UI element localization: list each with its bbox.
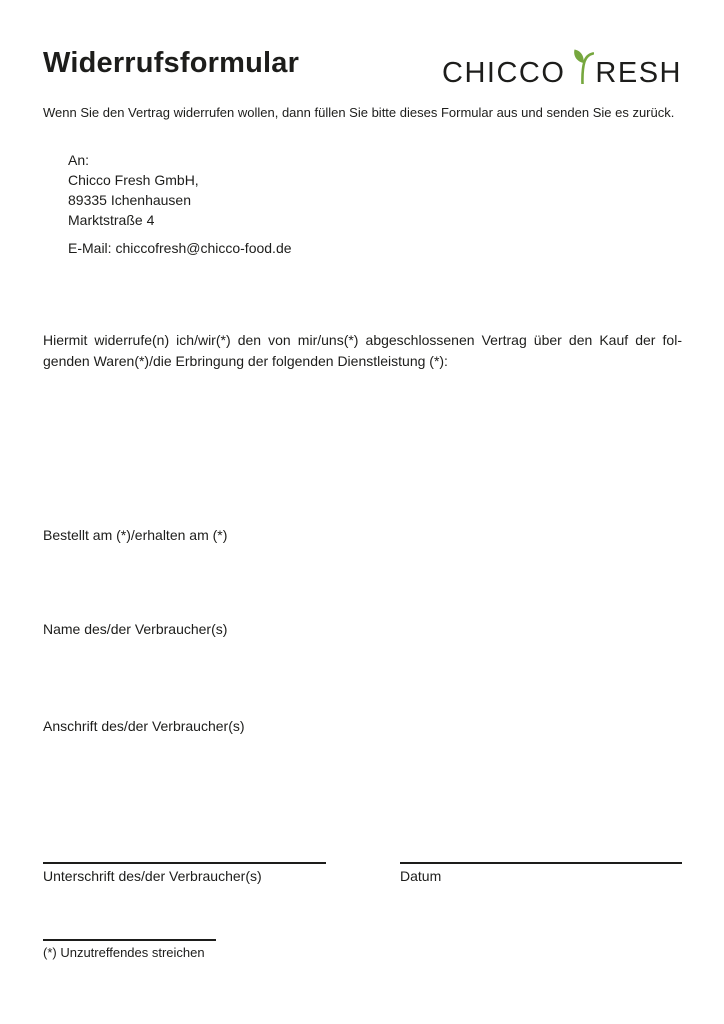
recipient-address-block [68, 150, 199, 230]
recipient-email: E-Mail: chiccofresh@chicco-food.de [68, 240, 292, 256]
page-title: Widerrufsformular [43, 47, 300, 79]
signature-label: Unterschrift des/der Verbraucher(s) [43, 868, 262, 884]
date-label: Datum [400, 868, 442, 884]
footnote-text: (*) Unzutreffendes streichen [43, 945, 205, 960]
recipient-line: An: [68, 152, 90, 168]
recipient-line: Chicco Fresh GmbH, [68, 172, 199, 188]
date-line [400, 862, 682, 864]
intro-text: Wenn Sie den Vertrag widerrufen wollen, dann füllen Sie bitte dieses Formular aus und senden Sie es zurück. [43, 105, 675, 120]
field-label-consumer-address: Anschrift des/der Verbraucher(s) [43, 718, 245, 734]
declaration-paragraph [43, 330, 682, 372]
field-label-consumer-name: Name des/der Verbraucher(s) [43, 621, 228, 637]
field-label-ordered-received: Bestellt am (*)/erhalten am (*) [43, 527, 228, 543]
recipient-line: 89335 Ichenhausen [68, 192, 191, 208]
declaration-line: Hiermit widerrufe(n) ich/wir(*) den von mir/uns(*) abgeschlossenen Vertrag über den Kauf der fol- [43, 332, 682, 348]
declaration-line: genden Waren(*)/die Erbringung der folgenden Dienstleistung (*): [43, 353, 448, 369]
recipient-line: Marktstraße 4 [68, 212, 155, 228]
company-logo [442, 48, 682, 88]
signature-line [43, 862, 326, 864]
footnote-divider [43, 939, 216, 941]
logo-word-end: RESH [595, 57, 682, 89]
seedling-sprout-icon [572, 48, 594, 89]
logo-word-start: CHICCO [442, 57, 566, 89]
